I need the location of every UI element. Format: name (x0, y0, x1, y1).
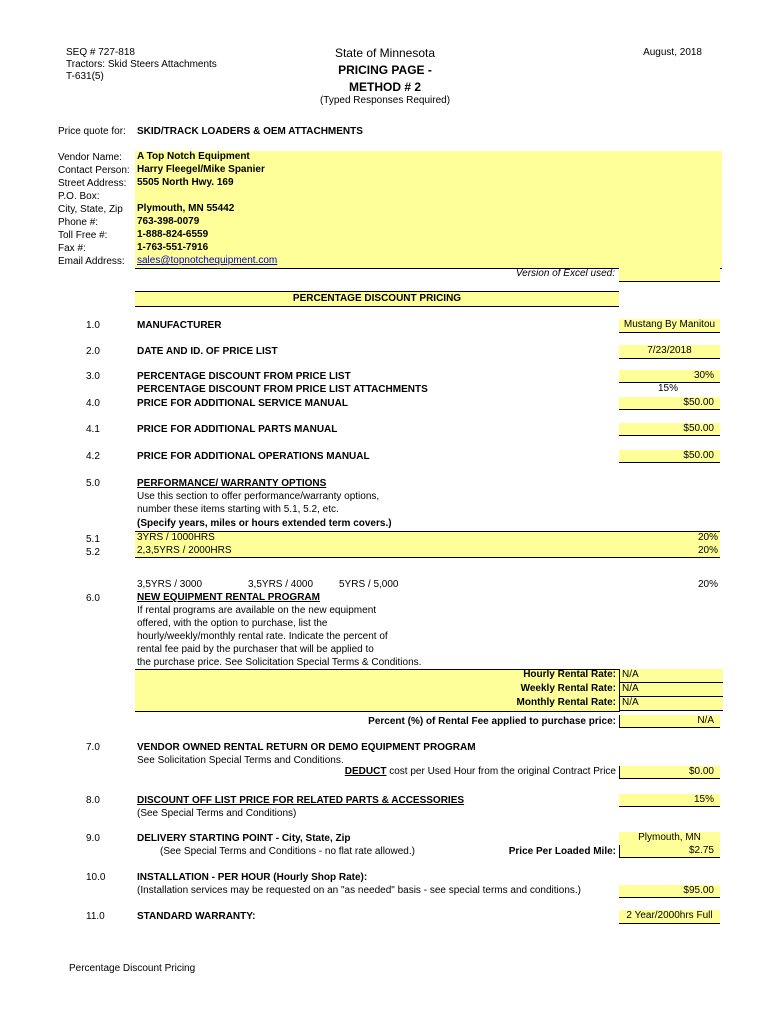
price-list-date-field[interactable]: 7/23/2018 (619, 345, 720, 359)
rental-title: NEW EQUIPMENT RENTAL PROGRAM (137, 592, 320, 603)
hourly-rate-field[interactable]: N/A (619, 669, 723, 683)
fax-label: Fax #: (58, 243, 86, 254)
warranty-option-b: 3,5YRS / 4000 (248, 579, 314, 590)
price-quote-value: SKID/TRACK LOADERS & OEM ATTACHMENTS (137, 126, 363, 137)
state-name: State of Minnesota (334, 46, 436, 60)
contract-number: T-631(5) (66, 71, 104, 82)
monthly-rate-label: Monthly Rental Rate: (516, 697, 616, 708)
price-list-date-label: DATE AND ID. OF PRICE LIST (137, 346, 278, 357)
item-number-3: 3.0 (86, 371, 100, 382)
city-state-zip-field[interactable]: Plymouth, MN 55442 (135, 203, 722, 217)
section-title: PERCENTAGE DISCOUNT PRICING (135, 291, 619, 307)
item-number-5: 5.0 (86, 478, 100, 489)
price-quote-label: Price quote for: (58, 126, 126, 137)
warranty-5-2-text[interactable]: 2,3,5YRS / 2000HRS (137, 545, 232, 556)
warranty-5-2-value[interactable]: 20% (697, 545, 718, 556)
item-number-7: 7.0 (86, 742, 100, 753)
item-number-5-1: 5.1 (86, 534, 100, 545)
deduct-word: DEDUCT (344, 766, 387, 777)
demo-title: VENDOR OWNED RENTAL RETURN OR DEMO EQUIPMENT PROGRAM (137, 742, 476, 753)
item-number-6: 6.0 (86, 593, 100, 604)
city-state-zip-label: City, State, Zip (58, 204, 123, 215)
item-number-4-1: 4.1 (86, 424, 100, 435)
discount-parts-field[interactable]: 15% (619, 794, 720, 807)
pct-discount-attach-label: PERCENTAGE DISCOUNT FROM PRICE LIST ATTACHMENTS (137, 384, 428, 395)
warranty-option-value: 20% (697, 579, 718, 590)
ops-manual-field[interactable]: $50.00 (619, 450, 720, 463)
page-title-line1: PRICING PAGE - (338, 63, 432, 77)
rental-desc-3: hourly/weekly/monthly rental rate. Indicate the percent of (137, 631, 388, 642)
installation-field[interactable]: $95.00 (619, 885, 720, 898)
monthly-rate-field[interactable]: N/A (619, 697, 723, 711)
contact-person-label: Contact Person: (58, 165, 130, 176)
warranty-option-c: 5YRS / 5,000 (339, 579, 399, 590)
vendor-name-field[interactable]: A Top Notch Equipment (135, 151, 722, 165)
contact-person-field[interactable]: Harry Fleegel/Mike Spanier (135, 164, 722, 178)
phone-field[interactable]: 763-398-0079 (135, 216, 722, 230)
warranty-specify: (Specify years, miles or hours extended term covers.) (137, 518, 392, 529)
rental-desc-4: rental fee paid by the purchaser that will be applied to (137, 644, 374, 655)
phone-label: Phone #: (58, 217, 99, 228)
footer-sheet-name: Percentage Discount Pricing (69, 963, 196, 974)
fax-field[interactable]: 1-763-551-7916 (135, 242, 722, 256)
weekly-rate-label: Weekly Rental Rate: (520, 683, 616, 694)
weekly-rate-field[interactable]: N/A (619, 683, 723, 697)
excel-version-field[interactable] (619, 268, 720, 282)
item-number-11: 11.0 (86, 911, 105, 922)
installation-desc: (Installation services may be requested on an "as needed" basis - see special terms and conditions.) (137, 885, 582, 896)
seq-number: SEQ # 727-818 (66, 47, 135, 58)
installation-title: INSTALLATION - PER HOUR (Hourly Shop Rate): (137, 872, 368, 883)
delivery-city-field[interactable]: Plymouth, MN (619, 832, 720, 845)
standard-warranty-label: STANDARD WARRANTY: (137, 911, 256, 922)
street-address-label: Street Address: (58, 178, 127, 189)
price-per-mile-field[interactable]: $2.75 (619, 845, 720, 858)
rental-desc-2: offered, with the option to purchase, list the (137, 618, 328, 629)
pct-discount-list-label: PERCENTAGE DISCOUNT FROM PRICE LIST (137, 371, 351, 382)
deduct-field[interactable]: $0.00 (619, 766, 720, 779)
item-number-1: 1.0 (86, 320, 100, 331)
typed-note: (Typed Responses Required) (319, 95, 451, 106)
warranty-desc-1: Use this section to offer performance/warranty options, (137, 491, 380, 502)
po-box-field[interactable] (135, 190, 722, 204)
email-label: Email Address: (58, 256, 125, 267)
deduct-text (300, 766, 616, 778)
rental-desc-1: If rental programs are available on the new equipment (137, 605, 377, 616)
discount-parts-desc: (See Special Terms and Conditions) (137, 808, 297, 819)
ops-manual-label: PRICE FOR ADDITIONAL OPERATIONS MANUAL (137, 451, 370, 462)
po-box-label: P.O. Box: (58, 191, 100, 202)
item-number-5-2: 5.2 (86, 547, 100, 558)
pct-discount-attach-value[interactable]: 15% (658, 383, 679, 394)
percent-applied-field[interactable]: N/A (619, 715, 720, 728)
manufacturer-field[interactable]: Mustang By Manitou (619, 319, 720, 333)
parts-manual-field[interactable]: $50.00 (619, 423, 720, 436)
item-number-4-2: 4.2 (86, 451, 100, 462)
rental-desc-5: the purchase price. See Solicitation Special Terms & Conditions. (137, 657, 422, 668)
service-manual-label: PRICE FOR ADDITIONAL SERVICE MANUAL (137, 398, 348, 409)
hourly-rate-label: Hourly Rental Rate: (523, 669, 616, 680)
vendor-name-label: Vendor Name: (58, 152, 122, 163)
page-title-line2: METHOD # 2 (348, 80, 421, 94)
item-number-10: 10.0 (86, 872, 106, 883)
discount-parts-title: DISCOUNT OFF LIST PRICE FOR RELATED PARTS & ACCESSORIES (137, 795, 465, 806)
parts-manual-label: PRICE FOR ADDITIONAL PARTS MANUAL (137, 424, 338, 435)
item-number-2: 2.0 (86, 346, 100, 357)
service-manual-field[interactable]: $50.00 (619, 397, 720, 410)
header-date: August, 2018 (643, 47, 702, 58)
toll-free-label: Toll Free #: (58, 230, 108, 241)
standard-warranty-field[interactable]: 2 Year/2000hrs Full (619, 910, 720, 924)
toll-free-field[interactable]: 1-888-824-6559 (135, 229, 722, 243)
street-address-field[interactable]: 5505 North Hwy. 169 (135, 177, 722, 191)
excel-version-label: Version of Excel used: (515, 268, 615, 279)
email-link[interactable]: sales@topnotchequipment.com (137, 255, 278, 266)
category: Tractors: Skid Steers Attachments (66, 59, 217, 70)
percent-applied-label: Percent (%) of Rental Fee applied to purchase price: (368, 716, 616, 727)
item-number-8: 8.0 (86, 795, 100, 806)
warranty-title: PERFORMANCE/ WARRANTY OPTIONS (137, 478, 327, 489)
warranty-desc-2: number these items starting with 5.1, 5.2, etc. (137, 504, 339, 515)
manufacturer-label: MANUFACTURER (137, 320, 222, 331)
warranty-option-a: 3,5YRS / 3000 (137, 579, 203, 590)
demo-desc: See Solicitation Special Terms and Conditions. (137, 755, 344, 766)
delivery-desc: (See Special Terms and Conditions - no flat rate allowed.) (160, 846, 415, 857)
email-field[interactable] (135, 255, 722, 269)
deduct-rest: cost per Used Hour from the original Contract Price (386, 766, 616, 777)
price-per-mile-label: Price Per Loaded Mile: (508, 846, 616, 857)
pct-discount-list-field[interactable]: 30% (619, 370, 720, 383)
item-number-4: 4.0 (86, 398, 100, 409)
delivery-title: DELIVERY STARTING POINT - City, State, Zip (137, 833, 351, 844)
warranty-5-1-value[interactable]: 20% (697, 532, 718, 543)
warranty-5-1-text[interactable]: 3YRS / 1000HRS (137, 532, 215, 543)
item-number-9: 9.0 (86, 833, 100, 844)
